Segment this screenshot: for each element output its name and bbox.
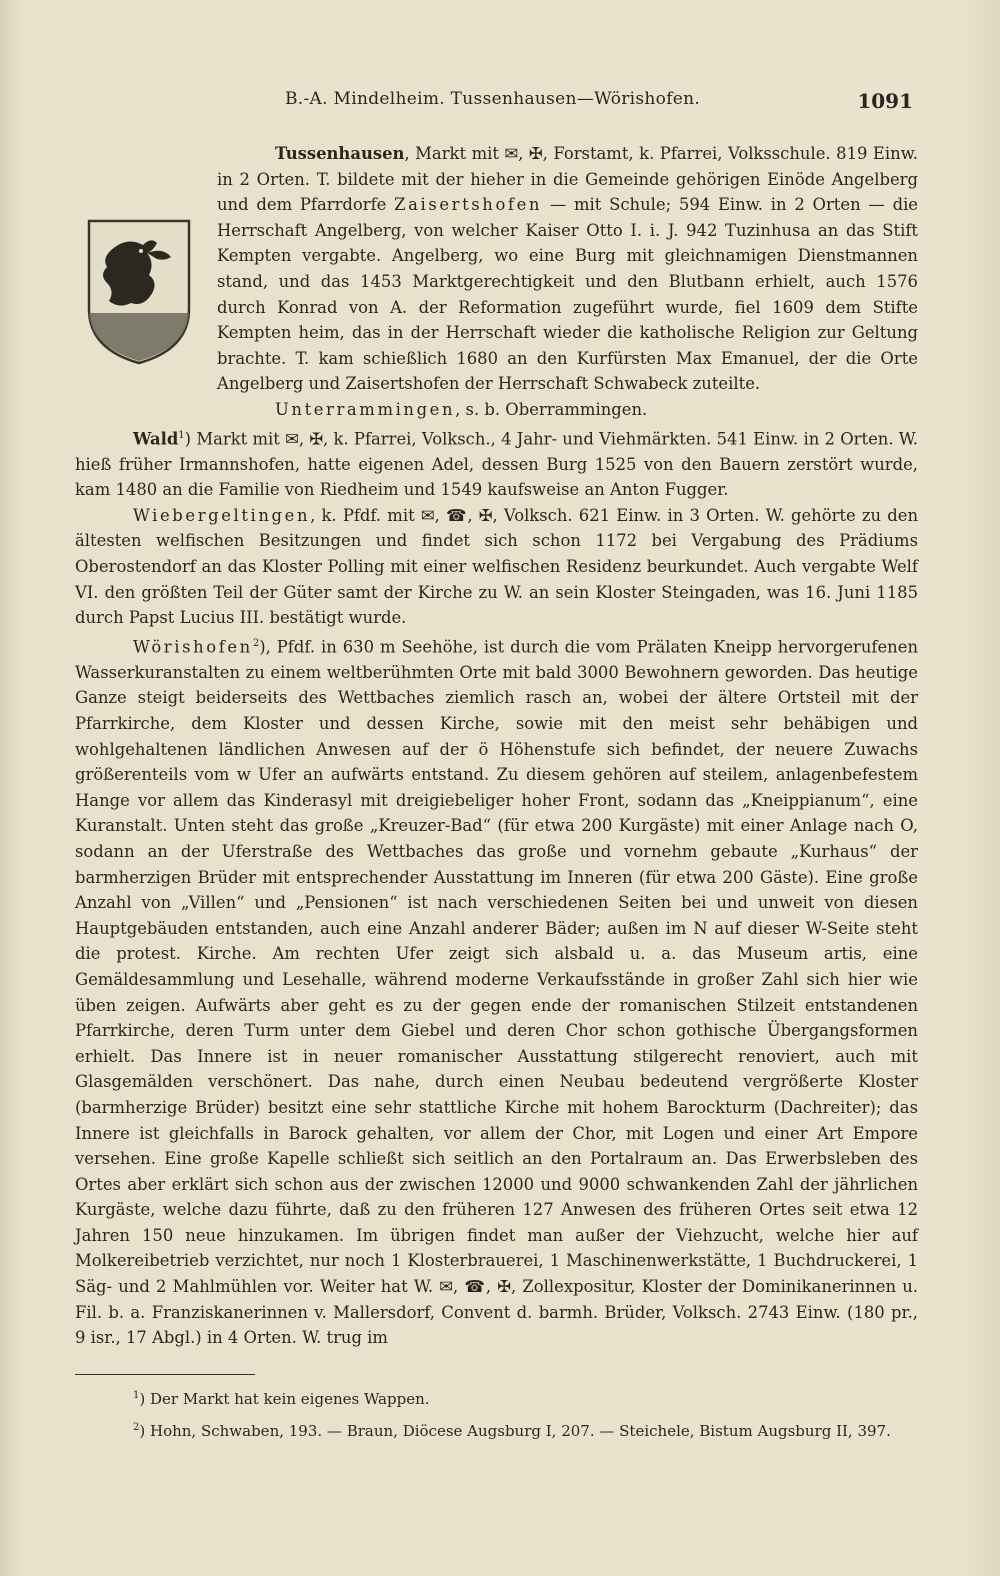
footnote-number: 2 <box>133 1422 140 1433</box>
footnote-number: 1 <box>133 1390 140 1401</box>
footnote-text: ) Hohn, Schwaben, 193. — Braun, Diöcese Augsburg I, 207. — Steichele, Bistum Augsburg II, 397. <box>139 1422 891 1440</box>
page-number: 1091 <box>857 89 913 113</box>
footnote-ref[interactable]: 1 <box>178 429 185 441</box>
entry-tussenhausen <box>75 141 918 397</box>
entry-spaced-name: Zaisertshofen <box>394 195 543 215</box>
article-body <box>75 141 918 1351</box>
entry-text: , k. Pfdf. mit ✉, ☎, ✠, Volksch. 621 Einw. in 3 Orten. W. gehörte zu den ältesten welfischen Besitzungen und findet sich schon 1172 bei Vergabung des Prädiums Oberostendorf an das Kloster Polling mit einer welfischen Residenz beurkundet. Auch vergabte Welf VI. den größten Teil der Güter samt der Kirche zu W. an sein Kloster Steingaden, was 16. Juni 1185 durch Papst Lucius III. bestätigt wurde. <box>75 505 918 628</box>
entry-spaced-name: Unterrammingen <box>275 399 456 419</box>
entry-spaced-name: Wörishofen <box>133 637 253 657</box>
entry-wiebergeltingen <box>75 503 918 631</box>
entry-unterrammingen <box>75 397 918 423</box>
entry-text: , Markt mit ✉, ✠, Forstamt, k. Pfarrei, Volksschule. 819 Einw. in 2 Orten. T. bildete mit der hieher in die Gemeinde gehörigen Einöde Angelberg und dem Pfarrdorfe <box>217 144 918 215</box>
footnote-divider <box>75 1374 255 1375</box>
footnotes <box>75 1374 918 1447</box>
running-head: B.-A. Mindelheim. Tussenhausen—Wörishofen. <box>285 89 701 109</box>
footnote-ref[interactable]: 2 <box>252 637 260 649</box>
footnote-text: ) Der Markt hat kein eigenes Wappen. <box>139 1390 430 1408</box>
footnote <box>133 1415 918 1444</box>
footnote <box>133 1383 918 1412</box>
entry-keyword: Wald <box>133 429 179 448</box>
entry-woerishofen <box>75 631 918 1351</box>
entry-text: , s. b. Oberrammingen. <box>455 399 648 419</box>
entry-spaced-name: Wiebergeltingen <box>133 505 311 525</box>
page-header <box>75 89 913 119</box>
entry-text: ), Pfdf. in 630 m Seehöhe, ist durch die vom Prälaten Kneipp hervorgerufenen Wasserkuranstalten zu einem weltberühmten Orte mit bald 3000 Bewohnern geworden. Das heutige Ganze steigt beiderseits des Wettbaches ziemlich rasch an, wobei der ältere Ortsteil mit der Pfarrkirche, dem Kloster und dessen Kirche, sowie mit den meist sehr behäbigen und wohlgehaltenen ländlichen Anwesen auf der ö Höhenstufe sich befindet, der neuere Zuwachs größerenteils vom w Ufer an aufwärts entstand. Zu diesem gehören auf steilem, anlagenbefestem Hange vor allem das Kinderasyl mit dreigiebeliger hoher Front, sodann das „Kneippianum“, eine Kuranstalt. Unten steht das große „Kreuzer-Bad“ (für etwa 200 Kurgäste) mit einer Anlage nach O, sodann an der Uferstraße des Wettbaches das große und vornehm gebaute „Kurhaus“ der barmherzigen Brüder mit entsprechender Ausstattung im Inneren (für etwa 200 Gäste). Eine große Anzahl von „Villen“ und „Pensionen“ ist nach verschiedenen Seiten bei und unweit von diesen Hauptgebäuden entstanden, auch eine Anzahl anderer Bäder; außen im N auf dieser W-Seite steht die protest. Kirche. Am rechten Ufer zeigt sich alsbald u. a. das Museum artis, eine Gemäldesammlung und Lesehalle, während moderne Verkaufsstände in großer Zahl sich hier wie üben zeigen. Aufwärts aber geht es zu der gegen ende der romanischen Stilzeit entstandenen Pfarrkirche, deren Turm unter dem Giebel und deren Chor schon gothische Übergangsformen erhielt. Das Innere ist in neuer romanischer Ausstattung stilgerecht renoviert, auch mit Glasgemälden verschönert. Das nahe, durch einen Neubau bedeutend vergrößerte Kloster (barmherzige Brüder) besitzt eine sehr stattliche Kirche mit hohem Barockturm (Dachreiter); das Innere ist gleichfalls in Barock gehalten, vor allem der Chor, mit Logen und einer Art Empore versehen. Eine große Kapelle schließt sich seitlich an den Portalraum an. Das Erwerbsleben des Ortes aber erklärt sich schon aus der zwischen 12000 und 9000 schwankenden Zahl der jährlichen Kurgäste, welche dazu führte, daß zu den früheren 127 Anwesen des früheren Ortes seit etwa 12 Jahren 150 neue hinzukamen. Im übrigen findet man außer der Viehzucht, welche hier auf Molkereibetrieb verzichtet, nur noch 1 Klosterbrauerei, 1 Maschinenwerkstätte, 1 Buchdruckerei, 1 Säg- und 2 Mahlmühlen vor. Weiter hat W. ✉, ☎, ✠, Zollexpositur, Kloster der Dominikanerinnen u. Fil. b. a. Franziskanerinnen v. Mallersdorf, Convent d. barmh. Brüder, Volksch. 2743 Einw. (180 pr., 9 isr., 17 Abgl.) in 4 Orten. W. trug im <box>75 637 918 1348</box>
entry-text: — mit Schule; 594 Einw. in 2 Orten — die Herrschaft Angelberg, von welcher Kaiser Otto I. i. J. 942 Tuzinhusa an das Stift Kempten vergabte. Angelberg, wo eine Burg mit gleichnamigen Dienstmannen stand, und das 1453 Marktgerechtigkeit und den Blutbann erhielt, auch 1576 durch Konrad von A. der Reformation zugeführt wurde, fiel 1609 dem Stifte Kempten heim, das in der Herrschaft wieder die katholische Religion zur Geltung brachte. T. kam schießlich 1680 an den Kurfürsten Max Emanuel, der die Orte Angelberg und Zaisertshofen der Herrschaft Schwabeck zuteilte. <box>217 195 919 394</box>
entry-keyword: Tussenhausen <box>275 144 405 163</box>
entry-text: ) Markt mit ✉, ✠, k. Pfarrei, Volksch., 4 Jahr- und Viehmärkten. 541 Einw. in 2 Orten. W. hieß früher Irmannshofen, hatte eigenen Adel, dessen Burg 1525 von den Bauern zerstört wurde, kam 1480 an die Familie von Riedheim und 1549 kaufsweise an Anton Fugger. <box>75 429 918 500</box>
crest-spacer <box>75 192 217 397</box>
entry-wald <box>75 423 918 503</box>
